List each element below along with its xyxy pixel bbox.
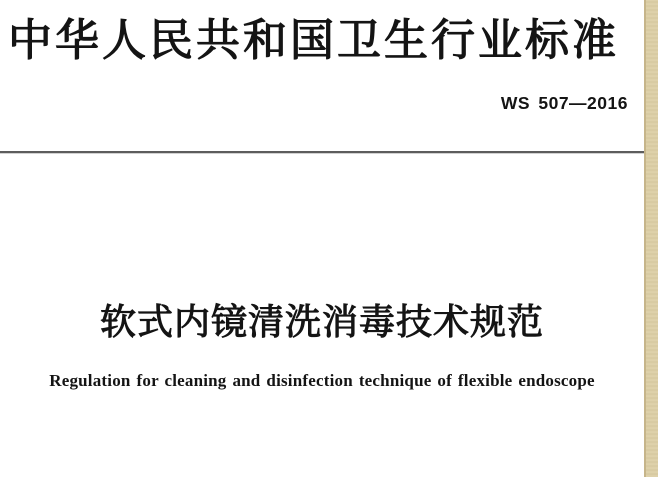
scanned-paper-edge — [644, 0, 658, 477]
document-title-english: Regulation for cleaning and disinfection technique of flexible endoscope — [49, 371, 595, 390]
standard-name-heading: 中华人民共和国卫生行业标准 — [8, 16, 619, 65]
header-divider-rule — [0, 151, 644, 153]
standard-code-label: WS 507—2016 — [500, 93, 628, 113]
document-title-chinese: 软式内镜清洗消毒技术规范 — [99, 301, 544, 342]
